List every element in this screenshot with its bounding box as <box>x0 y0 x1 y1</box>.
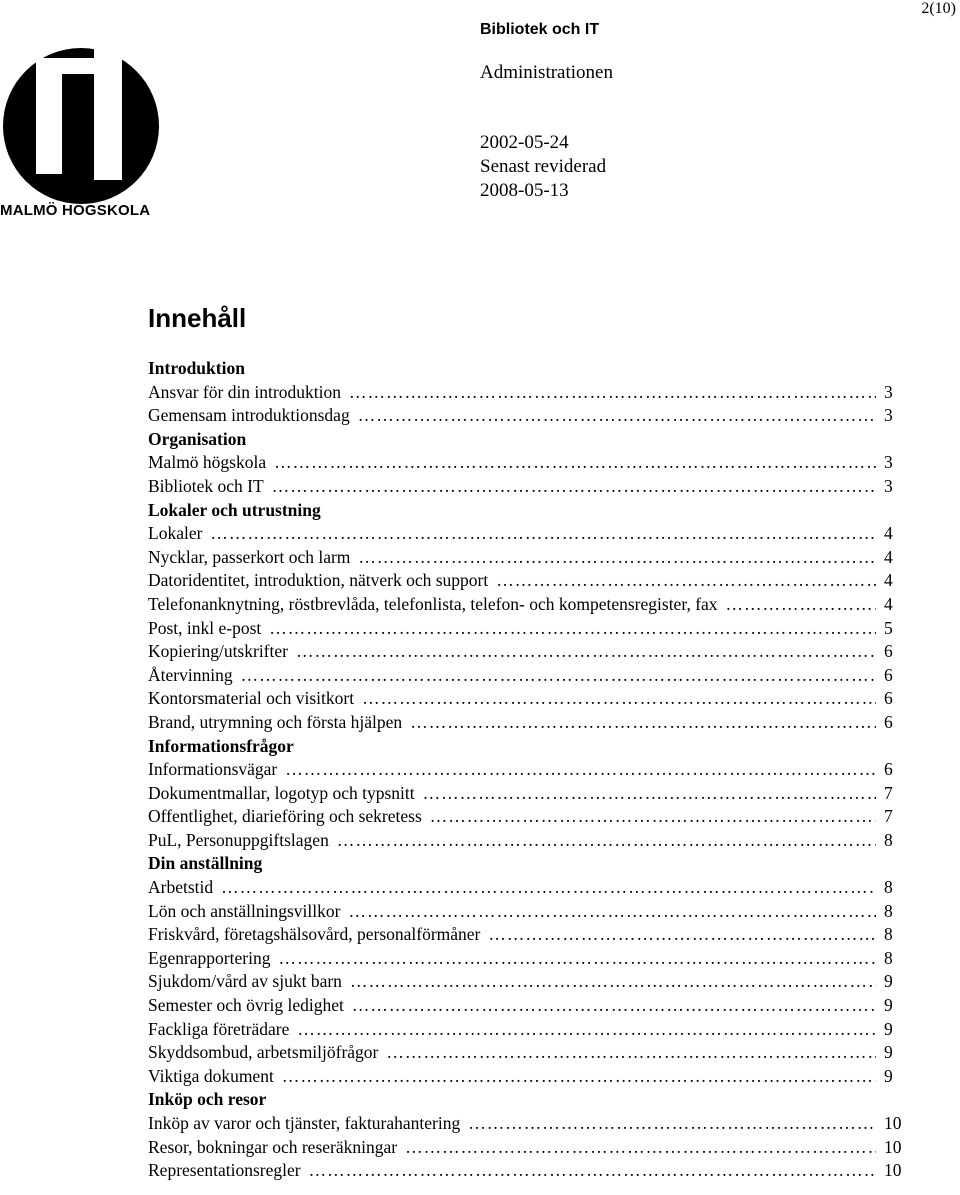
toc-dot-leader <box>430 805 876 829</box>
toc-entry[interactable] <box>148 829 910 853</box>
toc-entry-label: Semester och övrig ledighet <box>148 995 344 1016</box>
toc-dot-leader <box>278 947 876 971</box>
toc-entry[interactable] <box>148 711 910 735</box>
toc-dot-leader <box>274 451 876 475</box>
toc-entry-label: Brand, utrymning och första hjälpen <box>148 711 403 732</box>
toc-entry-label: Arbetstid <box>148 877 214 898</box>
toc-dot-leader <box>350 970 876 994</box>
toc-dot-leader <box>269 617 876 641</box>
toc-dot-leader <box>210 522 876 546</box>
toc-entry-page: 6 <box>884 711 893 732</box>
toc-entry-page: 6 <box>884 759 893 780</box>
toc-entry-page: 9 <box>884 971 893 992</box>
toc-entry[interactable] <box>148 876 910 900</box>
toc-entry-label: Informationsvägar <box>148 759 278 780</box>
toc-entry-label: Inköp av varor och tjänster, fakturahantering <box>148 1113 461 1133</box>
toc-entry[interactable] <box>148 640 910 664</box>
toc-entry-label: Dokumentmallar, logotyp och typsnitt <box>148 782 415 803</box>
toc-entry[interactable] <box>148 947 910 971</box>
toc-entry-page: 10 <box>884 1113 902 1133</box>
toc-dot-leader <box>241 664 876 688</box>
toc-entry-page: 9 <box>884 1018 893 1039</box>
toc-entry[interactable] <box>148 923 910 947</box>
toc-entry[interactable] <box>148 451 910 475</box>
department-name: Bibliotek och IT <box>480 21 600 38</box>
toc-dot-leader <box>410 711 876 735</box>
toc-entry[interactable] <box>148 687 910 711</box>
toc-entry-label: Lokaler <box>148 523 203 544</box>
toc-entry-page: 4 <box>884 546 893 567</box>
toc-entry-label: Viktiga dokument <box>148 1065 274 1086</box>
toc-entry-page: 4 <box>884 523 893 544</box>
toc-dot-leader <box>297 1018 876 1042</box>
toc-entry-label: Lön och anställningsvillkor <box>148 900 341 921</box>
toc-entry-label: Ansvar för din introduktion <box>148 381 341 402</box>
toc-entry[interactable] <box>148 970 910 994</box>
toc-section-heading: Organisation <box>148 428 247 449</box>
toc-dot-leader <box>296 640 876 664</box>
toc-entry-page: 6 <box>884 641 893 662</box>
toc-section-heading: Din anställning <box>148 853 263 874</box>
toc-entry-page: 7 <box>884 782 893 803</box>
toc-entry[interactable] <box>148 569 910 593</box>
toc-dot-leader <box>726 593 876 617</box>
toc-entry-page: 8 <box>884 947 893 968</box>
toc-entry[interactable] <box>148 782 910 806</box>
toc-dot-leader <box>282 1065 876 1089</box>
toc-entry[interactable] <box>148 758 910 782</box>
toc-entry-label: Egenrapportering <box>148 947 271 968</box>
toc-entry-page: 4 <box>884 593 893 614</box>
toc-entry[interactable] <box>148 1159 910 1183</box>
toc-entry-page: 10 <box>884 1160 902 1181</box>
toc-entry[interactable] <box>148 994 910 1018</box>
document-header <box>480 20 613 203</box>
toc-entry-page: 3 <box>884 452 893 473</box>
date-revised: 2008-05-13 <box>480 180 569 201</box>
toc-entry-page: 9 <box>884 995 893 1016</box>
toc-entry-page: 7 <box>884 806 893 827</box>
toc-entry[interactable] <box>148 1018 910 1042</box>
toc-dot-leader <box>349 381 876 405</box>
toc-entry-label: Återvinning <box>148 664 233 685</box>
toc-section-heading: Lokaler och utrustning <box>148 499 321 520</box>
toc-entry[interactable] <box>148 404 910 428</box>
malmo-hogskola-logo-icon <box>0 30 162 222</box>
toc-entry[interactable] <box>148 1112 910 1136</box>
toc-entry[interactable] <box>148 546 910 570</box>
toc-dot-leader <box>358 404 876 428</box>
toc-entry[interactable] <box>148 1065 910 1089</box>
toc-dot-leader <box>348 900 876 924</box>
toc-section-heading: Informationsfrågor <box>148 735 294 756</box>
toc-entry-page: 8 <box>884 900 893 921</box>
toc-entry[interactable] <box>148 664 910 688</box>
toc-entry-label: Gemensam introduktionsdag <box>148 405 350 426</box>
toc-entry-page: 6 <box>884 688 893 709</box>
toc-entry[interactable] <box>148 593 910 617</box>
toc-entry-label: Skyddsombud, arbetsmiljöfrågor <box>148 1042 379 1063</box>
toc-section-heading: Introduktion <box>148 358 245 378</box>
toc-entry[interactable] <box>148 900 910 924</box>
toc-entry[interactable] <box>148 805 910 829</box>
toc-entry[interactable] <box>148 617 910 641</box>
toc-entry-label: Offentlighet, diarieföring och sekretess <box>148 806 422 827</box>
date-block <box>480 131 613 203</box>
toc-dot-leader <box>468 1112 876 1136</box>
toc-entry-label: Kontorsmaterial och visitkort <box>148 688 355 709</box>
toc-dot-leader <box>272 475 876 499</box>
toc-dot-leader <box>285 758 876 782</box>
table-of-contents <box>148 357 910 1183</box>
toc-dot-leader <box>337 829 876 853</box>
toc-dot-leader <box>352 994 876 1018</box>
toc-dot-leader <box>496 569 876 593</box>
toc-entry-label: Sjukdom/vård av sjukt barn <box>148 971 342 992</box>
toc-entry-page: 5 <box>884 617 893 638</box>
page-number: 2(10) <box>921 0 956 17</box>
toc-entry-label: Malmö högskola <box>148 452 267 473</box>
toc-entry[interactable] <box>148 522 910 546</box>
toc-dot-leader <box>221 876 876 900</box>
toc-entry-label: Telefonanknytning, röstbrevlåda, telefonlista, telefon- och kompetensregister, fax <box>148 593 718 614</box>
toc-dot-leader <box>386 1041 876 1065</box>
toc-dot-leader <box>423 782 876 806</box>
revised-label: Senast reviderad <box>480 156 607 177</box>
toc-entry[interactable] <box>148 381 910 405</box>
toc-entry[interactable] <box>148 475 910 499</box>
toc-entry-page: 9 <box>884 1065 893 1086</box>
unit-name: Administrationen <box>480 62 613 83</box>
toc-dot-leader <box>309 1159 876 1183</box>
toc-dot-leader <box>362 687 876 711</box>
toc-entry-page: 8 <box>884 877 893 898</box>
toc-section-heading: Inköp och resor <box>148 1089 267 1110</box>
toc-entry-label: Kopiering/utskrifter <box>148 641 288 662</box>
toc-dot-leader <box>488 923 876 947</box>
toc-entry-page: 9 <box>884 1042 893 1063</box>
toc-entry-page: 3 <box>884 475 893 496</box>
toc-title: Innehåll <box>148 303 247 333</box>
toc-entry-label: Friskvård, företagshälsovård, personalförmåner <box>148 924 481 945</box>
toc-entry-page: 6 <box>884 664 893 685</box>
toc-entry-page: 8 <box>884 829 893 850</box>
toc-entry-label: Nycklar, passerkort och larm <box>148 546 351 567</box>
toc-dot-leader <box>405 1136 876 1160</box>
toc-entry-page: 4 <box>884 570 893 591</box>
toc-dot-leader <box>358 546 876 570</box>
toc-entry[interactable] <box>148 1136 910 1160</box>
toc-entry-page: 3 <box>884 405 893 426</box>
toc-entry-label: PuL, Personuppgiftslagen <box>148 829 329 850</box>
logo-wordmark: MALMÖ HÖGSKOLA <box>0 202 151 219</box>
toc-entry-label: Bibliotek och IT <box>148 475 264 496</box>
toc-entry-label: Datoridentitet, introduktion, nätverk och support <box>148 570 489 591</box>
toc-entry-page: 3 <box>884 381 893 402</box>
toc-entry-page: 8 <box>884 924 893 945</box>
toc-entry-label: Representationsregler <box>148 1160 301 1181</box>
toc-entry-label: Post, inkl e-post <box>148 617 262 638</box>
toc-entry-label: Resor, bokningar och reseräkningar <box>148 1136 398 1157</box>
date-created: 2002-05-24 <box>480 132 569 153</box>
toc-entry-label: Fackliga företrädare <box>148 1018 290 1039</box>
toc-entry-page: 10 <box>884 1136 902 1157</box>
toc-entry[interactable] <box>148 1041 910 1065</box>
